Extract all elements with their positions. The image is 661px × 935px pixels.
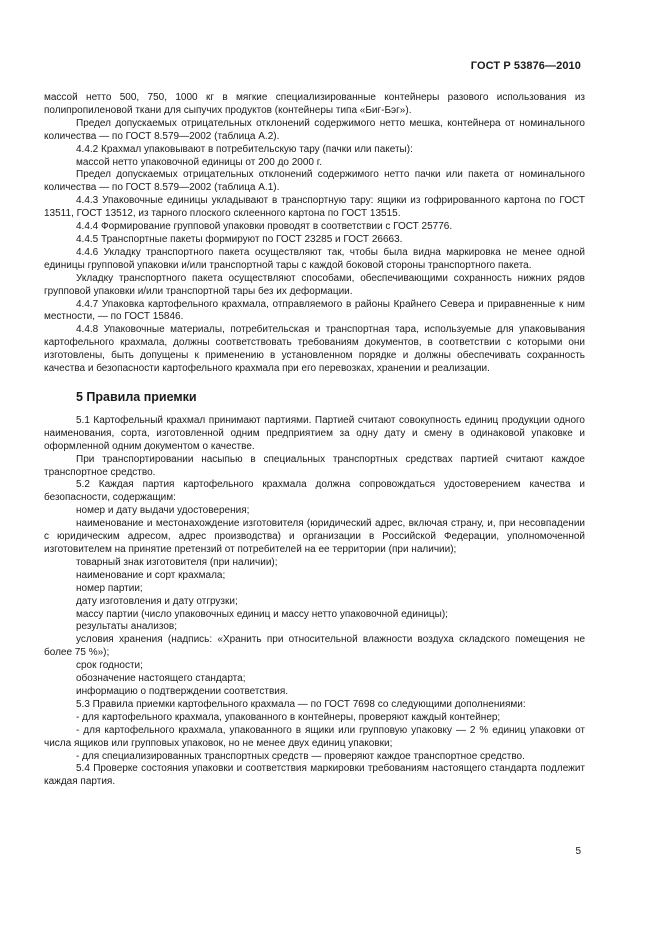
page-number: 5 (575, 846, 581, 857)
list-item: срок годности; (76, 660, 143, 672)
paragraph: 5.2 Каждая партия картофельного крахмала должна сопровождаться удостоверением качества и безопасности, содержащим: (44, 479, 585, 504)
section-title: 5 Правила приемки (76, 389, 197, 404)
paragraph: 5.1 Картофельный крахмал принимают партиями. Партией считают совокупность единиц продукции одного наименования, сорта, изготовленной одним предприятием за одну дату и смену в одинаковой упаковке и оформленной одним документом о качестве. (44, 414, 585, 452)
list-item: - для специализированных транспортных средств — проверяют каждое транспортное средство. (76, 750, 525, 762)
list-item: номер и дату выдачи удостоверения; (76, 505, 250, 517)
list-item: номер партии; (76, 582, 143, 594)
paragraph: 4.4.3 Упаковочные единицы укладывают в транспортную тару: ящики из гофрированного картона по ГОСТ 13511, ГОСТ 13512, из тарного плоского склеенного картона по ГОСТ 13515. (44, 195, 585, 220)
paragraph: 5.3 Правила приемки картофельного крахмала — по ГОСТ 7698 со следующими дополнениями: (76, 698, 526, 710)
paragraph: 4.4.5 Транспортные пакеты формируют по ГОСТ 23285 и ГОСТ 26663. (76, 233, 403, 245)
document-code-header: ГОСТ Р 53876—2010 (470, 60, 581, 72)
paragraph: При транспортировании насыпью в специальных транспортных средствах партией считают каждое транспортное средство. (44, 453, 585, 478)
list-item: наименование и сорт крахмала; (76, 569, 226, 581)
paragraph: Укладку транспортного пакета осуществляют способами, обеспечивающими сохранность нижних рядов групповой упаковки и/или транспортной тары без их деформации. (44, 272, 585, 297)
paragraph: массой нетто упаковочной единицы от 200 до 2000 г. (76, 156, 322, 168)
list-item: результаты анализов; (76, 621, 177, 633)
paragraph: 4.4.6 Укладку транспортного пакета осуществляют так, чтобы была видна маркировка не менее одной единицы групповой упаковки и/или транспортной тары с каждой боковой стороны транспортного пакета. (44, 246, 585, 271)
paragraph: 4.4.8 Упаковочные материалы, потребительская и транспортная тара, используемые для упаковывания картофельного крахмала, должны соответствовать требованиям документов, в соответствии с которыми они изготовлены, быть допущены к применению в установленном порядке и должны обеспечивать сохранность качества и безопасности картофельного крахмала при его перевозках, хранении и реализации. (44, 324, 585, 375)
list-item: товарный знак изготовителя (при наличии); (76, 556, 278, 568)
paragraph: 5.4 Проверке состояния упаковки и соответствия маркировки требованиям настоящего стандарта подлежит каждая партия. (44, 763, 585, 788)
list-item: массу партии (число упаковочных единиц и массу нетто упаковочной единицы); (76, 608, 448, 620)
document-body (44, 92, 585, 789)
paragraph: 4.4.7 Упаковка картофельного крахмала, отправляемого в районы Крайнего Севера и приравненные к ним местности, — по ГОСТ 15846. (44, 298, 585, 323)
paragraph: 4.4.4 Формирование групповой упаковки проводят в соответствии с ГОСТ 25776. (76, 221, 453, 233)
paragraph: 4.4.2 Крахмал упаковывают в потребительскую тару (пачки или пакеты): (76, 143, 413, 155)
list-item: - для картофельного крахмала, упакованного в контейнеры, проверяют каждый контейнер; (76, 711, 501, 723)
list-item: информацию о подтверждении соответствия. (76, 685, 289, 697)
list-item: наименование и местонахождение изготовителя (юридический адрес, включая страну, и, при несовпадении с юридическим адресом, адрес производства) и организации в Российской Федерации, уполномоченной изготовителем на принятие претензий от потребителей на ее территории (при наличии); (44, 518, 585, 555)
paragraph-continuation: массой нетто 500, 750, 1000 кг в мягкие специализированные контейнеры разового использования из полипропиленовой ткани для сыпучих продуктов (контейнеры типа «Биг-Бэг»). (44, 92, 585, 116)
list-item: условия хранения (надпись: «Хранить при относительной влажности воздуха складского помещения не более 75 %»); (44, 634, 585, 659)
list-item: - для картофельного крахмала, упакованного в ящики или групповую упаковку — 2 % единиц упаковки от числа ящиков или групповых упаковок, но не менее двух единиц упаковки; (44, 724, 585, 749)
paragraph: Предел допускаемых отрицательных отклонений содержимого нетто пачки или пакета от номинального количества — по ГОСТ 8.579—2002 (таблица А.1). (44, 169, 585, 194)
list-item: обозначение настоящего стандарта; (76, 673, 246, 685)
list-item: дату изготовления и дату отгрузки; (76, 595, 238, 607)
paragraph: Предел допускаемых отрицательных отклонений содержимого нетто мешка, контейнера от номинального количества — по ГОСТ 8.579—2002 (таблица А.2). (44, 117, 585, 142)
